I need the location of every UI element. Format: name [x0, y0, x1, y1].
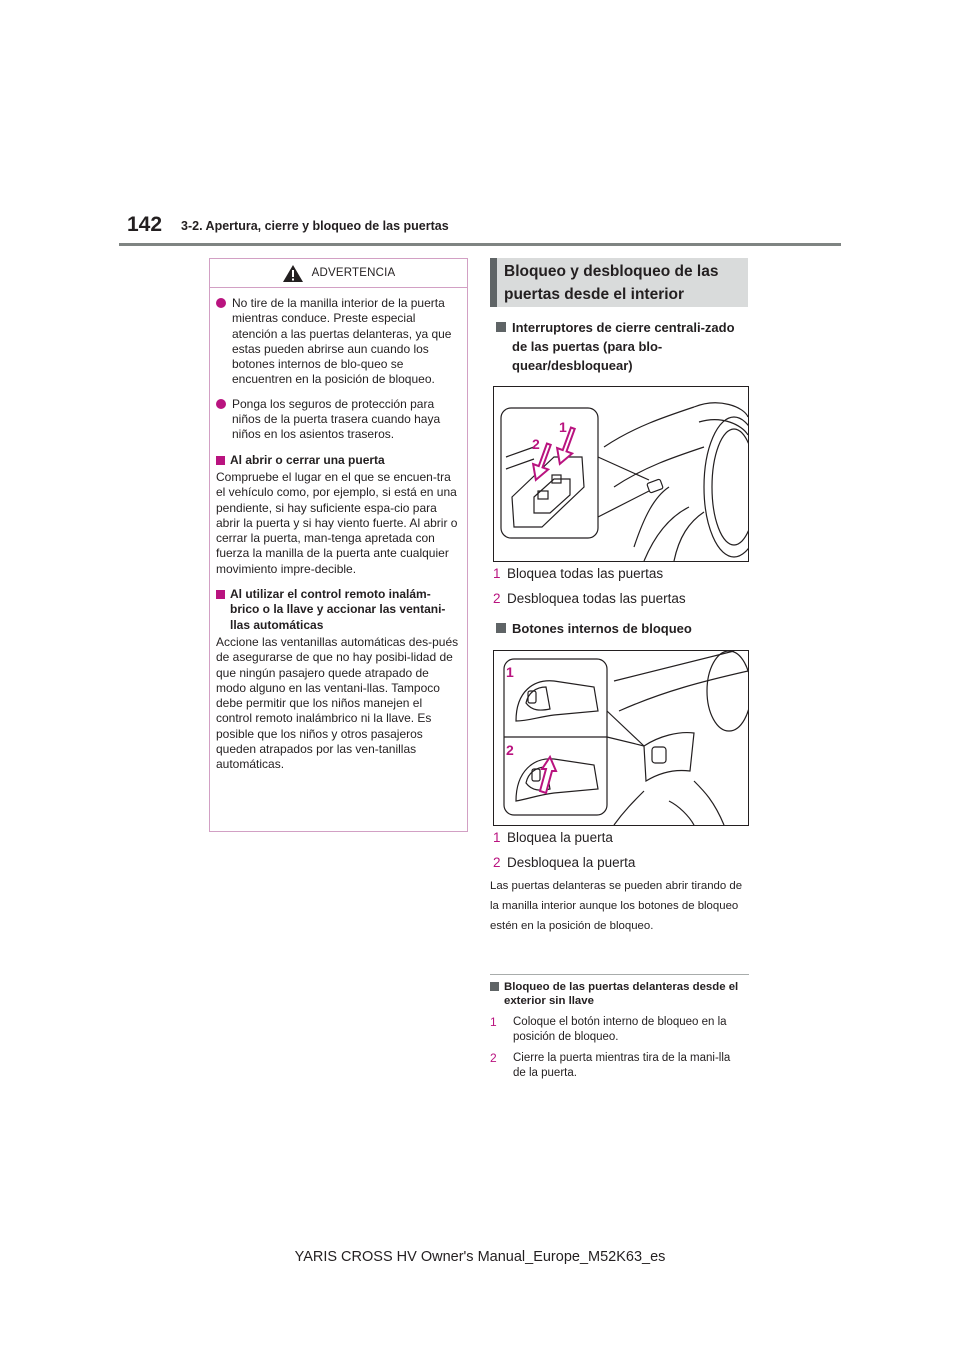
warning-subheading — [216, 587, 459, 633]
item-text: Bloquea la puerta — [507, 830, 613, 845]
page-number: 142 — [127, 213, 163, 236]
warning-box — [209, 258, 468, 832]
header-rule — [119, 243, 841, 246]
warning-paragraph: Accione las ventanillas automáticas des-pués de asegurarse de que no hay posibi-lidad de que ningún pasajero quede atrapado de modo alguno en las ventani-llas. Tampoco debe permitir que los niños manejen el control remoto inalámbrico ni la llave. Es posible que los niños y otros pasajeros queden atrapados por las ven-tanillas automáticas. — [216, 634, 459, 772]
central-lock-switch-illustration — [494, 387, 748, 561]
warning-content — [210, 288, 467, 773]
step-text: Cierre la puerta mientras tira de la mani-lla de la puerta. — [513, 1052, 731, 1079]
lock-buttons-heading-text: Botones internos de bloqueo — [512, 621, 692, 636]
lock-button-figure — [493, 650, 749, 826]
note-paragraph: Las puertas delanteras se pueden abrir tirando de la manilla interior aunque los botones de bloqueo estén en la posición de bloqueo. — [490, 880, 743, 932]
step-item — [490, 1015, 742, 1044]
warning-subheading — [216, 453, 459, 468]
step-number: 1 — [490, 1015, 497, 1029]
list-item — [493, 566, 663, 581]
square-bullet-icon — [216, 456, 225, 465]
warning-bullet-text: No tire de la manilla interior de la puerta mientras conduce. Preste especial atención a las puertas delanteras, ya que estas pueden abrirse aun cuando los botones internos de blo-queo se encuentren en la posición de bloqueo. — [232, 296, 452, 387]
warning-paragraph: Compruebe el lugar en el que se encuen-tra el vehículo como, por ejemplo, si está en una pendiente, si hay suficiente espa-cio para abrir la puerta y si hay viento fuerte. Al abrir o cerrar la puerta, man-tenga apretada con fuerza la manilla de la puerta ante cualquier movimiento impre-decible. — [216, 469, 458, 576]
figure-label-1: 1 — [559, 419, 567, 435]
list-item — [493, 830, 613, 845]
warning-bullet — [216, 397, 459, 443]
warning-triangle-icon — [282, 264, 304, 283]
warning-bullet-text: Ponga los seguros de protección para niños de la puerta trasera cuando haya niños en los asientos traseros. — [232, 396, 441, 442]
item-number: 2 — [493, 591, 501, 606]
central-lock-heading — [496, 318, 748, 375]
central-lock-switch-figure — [493, 386, 749, 562]
central-lock-heading-text: Interruptores de cierre centrali-zado de las puertas (para blo-quear/desbloquear) — [512, 320, 735, 373]
item-number: 1 — [493, 566, 501, 581]
figure-label-2: 2 — [532, 436, 540, 452]
figure-label-1: 1 — [506, 664, 514, 680]
lock-button-illustration — [494, 651, 748, 825]
front-doors-heading-text: Bloqueo de las puertas delanteras desde el exterior sin llave — [504, 981, 739, 1007]
bullet-dot-icon — [216, 298, 226, 308]
footer: YARIS CROSS HV Owner's Manual_Europe_M52K63_es — [294, 1249, 666, 1265]
item-text: Desbloquea la puerta — [507, 855, 636, 870]
step-item — [490, 1051, 742, 1080]
warning-subheading-text: Al utilizar el control remoto inalám-brico o la llave y accionar las ventani-llas automáticas — [230, 587, 446, 632]
square-bullet-icon — [496, 322, 506, 332]
warning-bullet — [216, 296, 459, 388]
square-bullet-icon — [496, 623, 506, 633]
item-number: 2 — [493, 855, 501, 870]
lock-buttons-heading — [496, 619, 748, 638]
step-text: Coloque el botón interno de bloqueo en la posición de bloqueo. — [513, 1016, 727, 1043]
square-bullet-icon — [216, 590, 225, 599]
square-bullet-icon — [490, 982, 499, 991]
section-divider — [490, 974, 749, 975]
bullet-dot-icon — [216, 399, 226, 409]
list-item — [493, 591, 686, 606]
item-text: Bloquea todas las puertas — [507, 566, 664, 581]
figure-label-2: 2 — [506, 742, 514, 758]
item-text: Desbloquea todas las puertas — [507, 591, 686, 606]
warning-title: ADVERTENCIA — [311, 267, 396, 279]
step-number: 2 — [490, 1051, 497, 1065]
warning-subheading-text: Al abrir o cerrar una puerta — [230, 452, 385, 467]
item-number: 1 — [493, 830, 501, 845]
running-header: 3-2. Apertura, cierre y bloqueo de las puertas — [181, 219, 449, 233]
warning-header — [210, 259, 467, 288]
front-doors-heading — [490, 980, 766, 1008]
section-title-box: Bloqueo y desbloqueo de las puertas desde el interior — [490, 258, 748, 307]
list-item — [493, 855, 635, 870]
